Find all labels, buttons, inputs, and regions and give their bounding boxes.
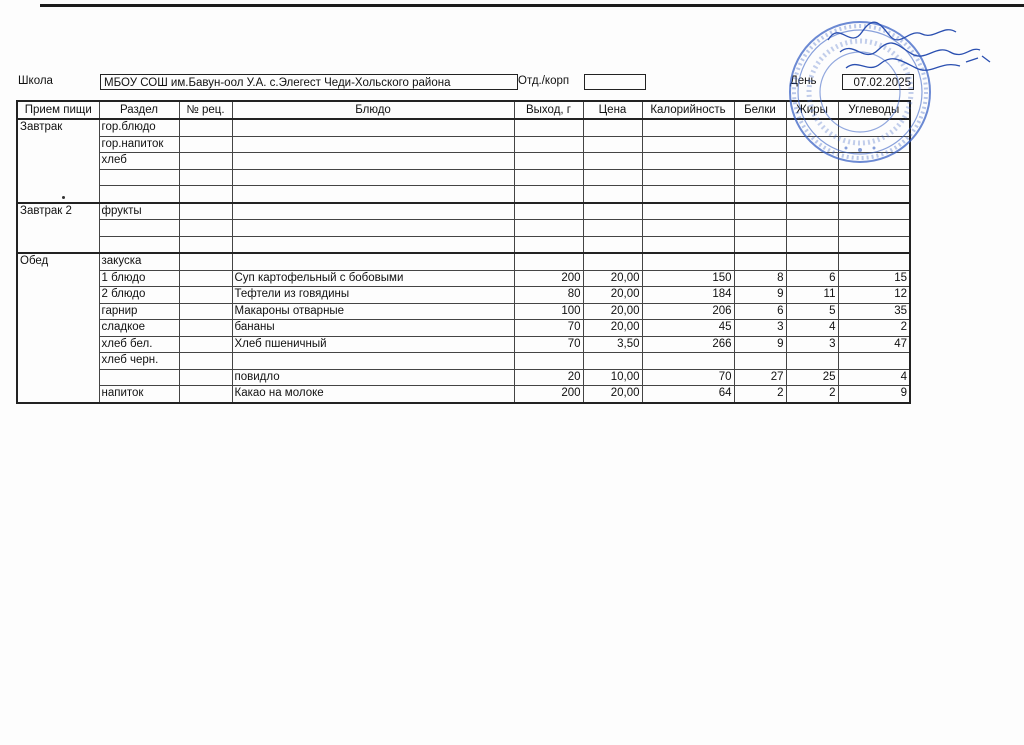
cell-kcal: 70 (642, 369, 734, 386)
cell-fat: 4 (786, 320, 838, 337)
cell-fat (786, 119, 838, 136)
cell-dish: Тефтели из говядины (232, 287, 514, 304)
cell-yield: 200 (514, 270, 583, 287)
cell-dish: Какао на молоке (232, 386, 514, 403)
cell-protein (734, 169, 786, 186)
cell-rec (179, 186, 232, 203)
cell-fat (786, 220, 838, 237)
table-row (17, 203, 910, 220)
column-header: № рец. (179, 101, 232, 119)
cell-section: гор.напиток (99, 136, 179, 153)
table-row (17, 320, 910, 337)
day-label: День (790, 75, 817, 87)
cell-protein (734, 153, 786, 170)
cell-dish (232, 169, 514, 186)
cell-carbs (838, 353, 910, 370)
cell-protein: 9 (734, 287, 786, 304)
cell-rec (179, 169, 232, 186)
cell-fat (786, 236, 838, 253)
cell-yield: 200 (514, 386, 583, 403)
school-name-field: МБОУ СОШ им.Бавун-оол У.А. с.Элегест Чеди-Хольского района (100, 74, 518, 90)
cell-carbs (838, 136, 910, 153)
cell-fat (786, 153, 838, 170)
cell-fat (786, 203, 838, 220)
table-row (17, 353, 910, 370)
table-row (17, 236, 910, 253)
cell-carbs: 35 (838, 303, 910, 320)
table-row (17, 369, 910, 386)
menu-table (16, 100, 911, 404)
table-row (17, 303, 910, 320)
cell-price (583, 253, 642, 270)
cell-kcal: 266 (642, 336, 734, 353)
cell-carbs: 4 (838, 369, 910, 386)
cell-protein (734, 186, 786, 203)
cell-carbs: 47 (838, 336, 910, 353)
cell-section (99, 169, 179, 186)
cell-section (99, 220, 179, 237)
cell-dish: Макароны отварные (232, 303, 514, 320)
cell-protein (734, 136, 786, 153)
cell-price (583, 186, 642, 203)
cell-carbs (838, 236, 910, 253)
cell-section: закуска (99, 253, 179, 270)
cell-kcal (642, 169, 734, 186)
cell-protein (734, 220, 786, 237)
cell-fat (786, 353, 838, 370)
cell-dish: повидло (232, 369, 514, 386)
cell-price (583, 169, 642, 186)
cell-kcal (642, 153, 734, 170)
cell-fat: 3 (786, 336, 838, 353)
cell-section (99, 236, 179, 253)
cell-kcal (642, 186, 734, 203)
cell-price: 20,00 (583, 287, 642, 304)
cell-price: 10,00 (583, 369, 642, 386)
cell-carbs (838, 169, 910, 186)
cell-rec (179, 320, 232, 337)
meal-cell: Завтрак 2 (17, 203, 99, 254)
cell-kcal (642, 353, 734, 370)
cell-yield (514, 153, 583, 170)
cell-price (583, 153, 642, 170)
scan-speck (62, 196, 65, 199)
cell-price (583, 353, 642, 370)
cell-kcal (642, 136, 734, 153)
cell-protein (734, 253, 786, 270)
cell-dish (232, 220, 514, 237)
cell-dish: Суп картофельный с бобовыми (232, 270, 514, 287)
cell-kcal (642, 253, 734, 270)
column-header: Раздел (99, 101, 179, 119)
dept-field (584, 74, 646, 90)
cell-carbs: 9 (838, 386, 910, 403)
cell-dish (232, 203, 514, 220)
cell-rec (179, 369, 232, 386)
cell-carbs (838, 186, 910, 203)
cell-price (583, 119, 642, 136)
cell-section: напиток (99, 386, 179, 403)
cell-dish (232, 153, 514, 170)
table-row (17, 220, 910, 237)
cell-protein: 8 (734, 270, 786, 287)
cell-section: хлеб бел. (99, 336, 179, 353)
cell-yield: 100 (514, 303, 583, 320)
cell-fat (786, 186, 838, 203)
cell-protein (734, 203, 786, 220)
cell-price (583, 236, 642, 253)
cell-price: 20,00 (583, 320, 642, 337)
cell-fat (786, 136, 838, 153)
column-header: Углеводы (838, 101, 910, 119)
cell-dish (232, 236, 514, 253)
table-row (17, 270, 910, 287)
cell-protein: 9 (734, 336, 786, 353)
cell-price (583, 136, 642, 153)
cell-fat (786, 169, 838, 186)
dept-label: Отд./корп (518, 75, 570, 87)
column-header: Прием пищи (17, 101, 99, 119)
cell-kcal: 206 (642, 303, 734, 320)
cell-section: сладкое (99, 320, 179, 337)
table-row (17, 169, 910, 186)
table-row (17, 253, 910, 270)
cell-yield (514, 186, 583, 203)
cell-protein (734, 236, 786, 253)
column-header: Выход, г (514, 101, 583, 119)
cell-fat: 11 (786, 287, 838, 304)
column-header: Цена (583, 101, 642, 119)
cell-kcal: 184 (642, 287, 734, 304)
approval-signature (820, 10, 1000, 80)
cell-fat: 6 (786, 270, 838, 287)
cell-section (99, 369, 179, 386)
cell-rec (179, 287, 232, 304)
cell-section: 1 блюдо (99, 270, 179, 287)
cell-section: гарнир (99, 303, 179, 320)
cell-price: 3,50 (583, 336, 642, 353)
cell-protein: 6 (734, 303, 786, 320)
cell-fat (786, 253, 838, 270)
day-field: 07.02.2025 (842, 74, 914, 90)
table-header-row (17, 101, 910, 119)
cell-yield (514, 220, 583, 237)
cell-section (99, 186, 179, 203)
cell-yield: 70 (514, 320, 583, 337)
cell-protein: 27 (734, 369, 786, 386)
cell-protein: 2 (734, 386, 786, 403)
cell-kcal: 45 (642, 320, 734, 337)
cell-section: хлеб (99, 153, 179, 170)
cell-yield (514, 236, 583, 253)
cell-price: 20,00 (583, 386, 642, 403)
column-header: Калорийность (642, 101, 734, 119)
table-row (17, 336, 910, 353)
column-header: Жиры (786, 101, 838, 119)
cell-rec (179, 336, 232, 353)
meal-cell: Завтрак (17, 119, 99, 203)
cell-protein: 3 (734, 320, 786, 337)
cell-kcal: 150 (642, 270, 734, 287)
cell-section: хлеб черн. (99, 353, 179, 370)
table-row (17, 153, 910, 170)
cell-price: 20,00 (583, 303, 642, 320)
cell-price (583, 220, 642, 237)
cell-dish: бананы (232, 320, 514, 337)
cell-rec (179, 136, 232, 153)
cell-price (583, 203, 642, 220)
cell-dish (232, 186, 514, 203)
scan-edge-band (40, 4, 1024, 7)
cell-rec (179, 303, 232, 320)
cell-rec (179, 119, 232, 136)
cell-carbs (838, 153, 910, 170)
cell-kcal (642, 236, 734, 253)
cell-carbs (838, 119, 910, 136)
cell-rec (179, 253, 232, 270)
cell-section: фрукты (99, 203, 179, 220)
cell-yield (514, 119, 583, 136)
cell-fat: 5 (786, 303, 838, 320)
table-row (17, 386, 910, 403)
cell-yield (514, 203, 583, 220)
table-body (17, 119, 910, 403)
cell-rec (179, 236, 232, 253)
cell-yield: 20 (514, 369, 583, 386)
cell-dish (232, 353, 514, 370)
cell-carbs (838, 253, 910, 270)
cell-fat: 2 (786, 386, 838, 403)
cell-rec (179, 386, 232, 403)
cell-dish (232, 136, 514, 153)
cell-yield (514, 169, 583, 186)
cell-section: гор.блюдо (99, 119, 179, 136)
cell-carbs: 12 (838, 287, 910, 304)
column-header: Белки (734, 101, 786, 119)
cell-rec (179, 270, 232, 287)
cell-carbs: 15 (838, 270, 910, 287)
table-row (17, 119, 910, 136)
cell-yield (514, 136, 583, 153)
school-label: Школа (18, 75, 53, 87)
cell-yield (514, 353, 583, 370)
cell-dish (232, 119, 514, 136)
cell-yield (514, 253, 583, 270)
cell-kcal (642, 220, 734, 237)
cell-protein (734, 119, 786, 136)
column-header: Блюдо (232, 101, 514, 119)
cell-fat: 25 (786, 369, 838, 386)
cell-carbs (838, 220, 910, 237)
cell-carbs: 2 (838, 320, 910, 337)
cell-rec (179, 203, 232, 220)
cell-dish: Хлеб пшеничный (232, 336, 514, 353)
cell-rec (179, 153, 232, 170)
table-row (17, 136, 910, 153)
cell-rec (179, 220, 232, 237)
cell-kcal (642, 203, 734, 220)
cell-protein (734, 353, 786, 370)
table-row (17, 186, 910, 203)
cell-rec (179, 353, 232, 370)
cell-yield: 80 (514, 287, 583, 304)
cell-dish (232, 253, 514, 270)
cell-section: 2 блюдо (99, 287, 179, 304)
cell-price: 20,00 (583, 270, 642, 287)
cell-kcal: 64 (642, 386, 734, 403)
cell-yield: 70 (514, 336, 583, 353)
table-row (17, 287, 910, 304)
cell-carbs (838, 203, 910, 220)
cell-kcal (642, 119, 734, 136)
meal-cell: Обед (17, 253, 99, 403)
